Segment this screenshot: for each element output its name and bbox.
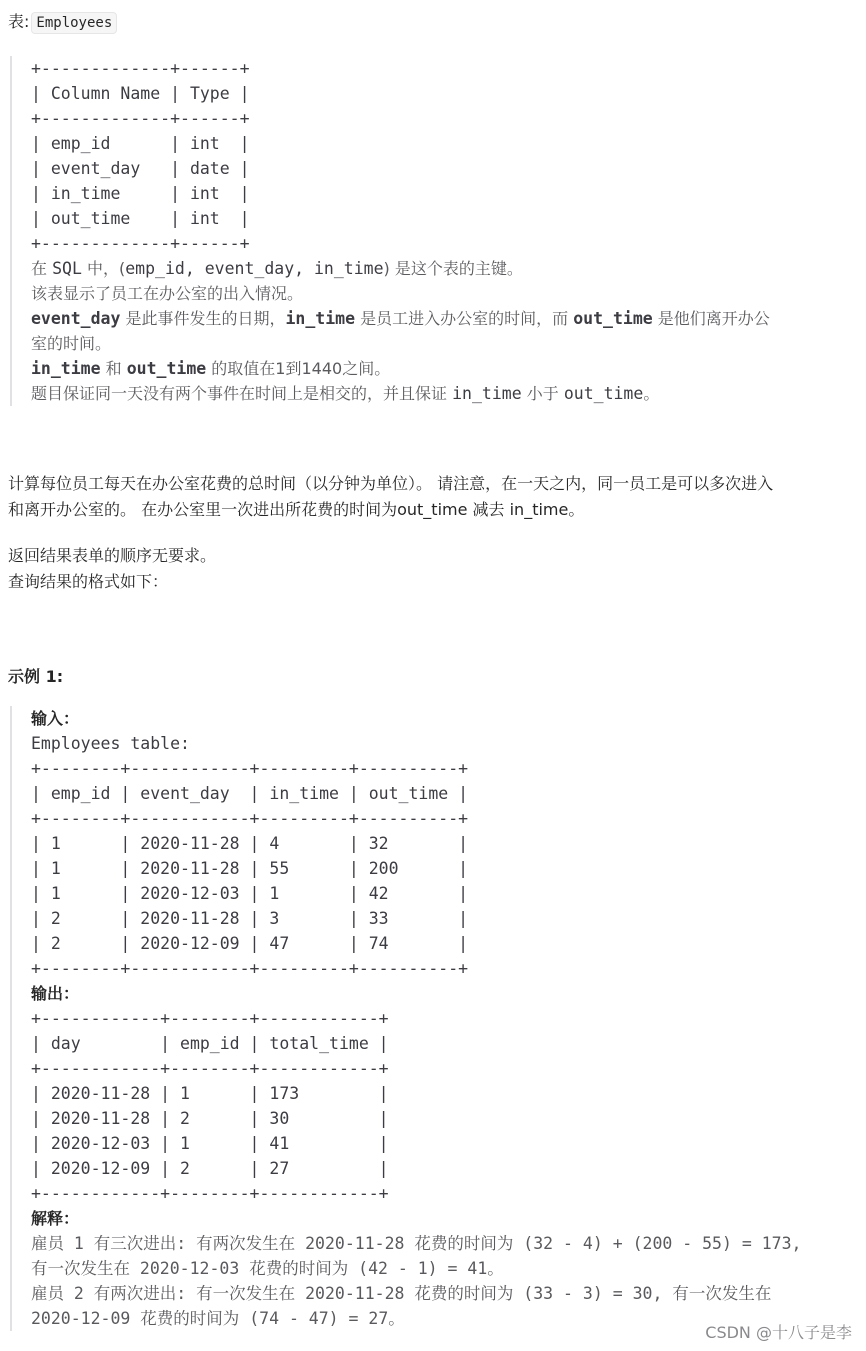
schema-row: | event_day | date | [31, 159, 250, 178]
schema-header-row: | Column Name | Type | [31, 84, 250, 103]
output-table-border: +------------+--------+------------+ [31, 1009, 389, 1028]
input-label: 输入： [31, 709, 80, 728]
input-table-row: | 2 | 2020-12-09 | 47 | 74 | [31, 934, 469, 953]
explanation-line: 雇员 1 有三次进出: 有两次发生在 2020-11-28 花费的时间为 (32 - 4) + (200 - 55) = 173, [31, 1234, 802, 1253]
input-caption: Employees table: [31, 734, 190, 753]
output-table-row: | 2020-11-28 | 2 | 30 | [31, 1109, 389, 1128]
table-label-line [8, 10, 117, 34]
output-table-row: | 2020-12-03 | 1 | 41 | [31, 1134, 389, 1153]
explanation-line: 雇员 2 有两次进出: 有一次发生在 2020-11-28 花费的时间为 (33 - 3) = 30, 有一次发生在 [31, 1284, 772, 1303]
schema-row: | in_time | int | [31, 184, 250, 203]
input-table-border: +--------+------------+---------+----------+ [31, 959, 469, 978]
schema-row: | emp_id | int | [31, 134, 250, 153]
table-name-chip: Employees [31, 12, 117, 34]
output-table-row: | 2020-12-09 | 2 | 27 | [31, 1159, 389, 1178]
input-table-row: | 1 | 2020-11-28 | 4 | 32 | [31, 834, 469, 853]
input-table-row: | 1 | 2020-12-03 | 1 | 42 | [31, 884, 469, 903]
csdn-watermark: CSDN @十八子是李 [705, 1323, 852, 1342]
description-line-1: 计算每位员工每天在办公室花费的总时间（以分钟为单位）。 请注意，在一天之内，同一员工是可以多次进入 [8, 474, 774, 493]
output-table-header: | day | emp_id | total_time | [31, 1034, 389, 1053]
input-table-border: +--------+------------+---------+----------+ [31, 759, 469, 778]
description-line-4: 查询结果的格式如下： [8, 572, 169, 591]
schema-border-bottom: +-------------+------+ [31, 234, 250, 253]
output-label: 输出： [31, 984, 80, 1003]
schema-note-columns-cont: 室的时间。 [31, 334, 112, 353]
schema-border-mid: +-------------+------+ [31, 109, 250, 128]
schema-note-range: in_time 和 out_time 的取值在1到1440之间。 [31, 359, 391, 378]
schema-note-columns: event_day 是此事件发生的日期，in_time 是员工进入办公室的时间，而 out_time 是他们离开办公 [31, 309, 770, 328]
description-line-2: 和离开办公室的。 在办公室里一次进出所花费的时间为out_time 减去 in_time。 [8, 500, 585, 519]
schema-block [10, 56, 770, 406]
schema-note-guarantee: 题目保证同一天没有两个事件在时间上是相交的，并且保证 in_time 小于 out_time。 [31, 384, 660, 403]
output-table-border: +------------+--------+------------+ [31, 1184, 389, 1203]
schema-note-primary-key: 在 SQL 中，(emp_id, event_day, in_time) 是这个表的主键。 [31, 259, 523, 278]
output-table-row: | 2020-11-28 | 1 | 173 | [31, 1084, 389, 1103]
table-label: 表: [8, 12, 30, 31]
schema-note-purpose: 该表显示了员工在办公室的出入情况。 [31, 284, 304, 303]
explanation-line: 有一次发生在 2020-12-03 花费的时间为 (42 - 1) = 41。 [31, 1259, 504, 1278]
input-table-header: | emp_id | event_day | in_time | out_time | [31, 784, 469, 803]
explanation-line: 2020-12-09 花费的时间为 (74 - 47) = 27。 [31, 1309, 405, 1328]
description-line-3: 返回结果表单的顺序无要求。 [8, 546, 217, 565]
example-heading: 示例 1: [8, 667, 64, 686]
schema-border-top: +-------------+------+ [31, 59, 250, 78]
input-table-border: +--------+------------+---------+----------+ [31, 809, 469, 828]
input-table-row: | 2 | 2020-11-28 | 3 | 33 | [31, 909, 469, 928]
explanation-label: 解释： [31, 1209, 80, 1228]
input-table-row: | 1 | 2020-11-28 | 55 | 200 | [31, 859, 469, 878]
schema-row: | out_time | int | [31, 209, 250, 228]
output-table-border: +------------+--------+------------+ [31, 1059, 389, 1078]
example-block [10, 706, 801, 1331]
